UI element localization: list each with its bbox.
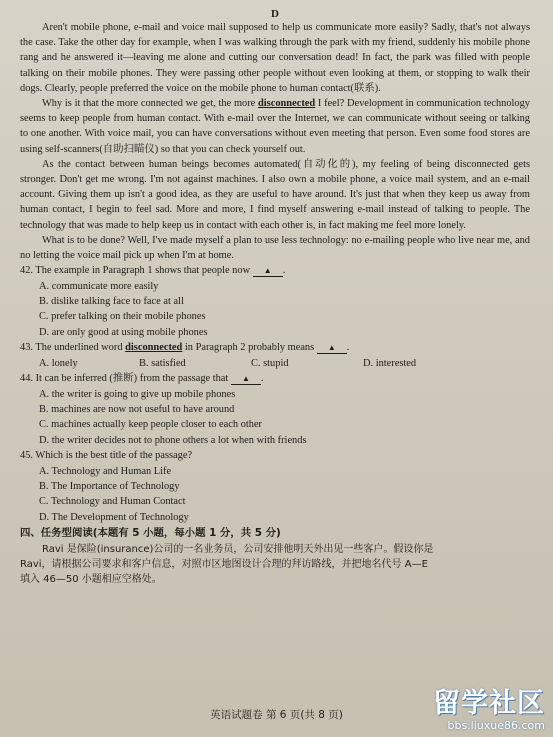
- page-content: [20, 8, 530, 587]
- option-c: C. prefer talking on their mobile phones: [39, 311, 206, 323]
- question-stem: 43. The underlined word disconnected in Paragraph 2 probably means ▲ .: [20, 342, 350, 354]
- page-footer: 英语试题卷 第 6 页(共 8 页): [210, 709, 343, 721]
- options-row: [20, 356, 530, 371]
- paragraph-4: What is to be done? Well, I've made myself a plan to use less technology: no e-mailing people who live near me, and no letting the voice mail pick up when I'm at home.: [20, 234, 530, 262]
- option-a: A. communicate more easily: [39, 280, 159, 292]
- question-stem: 42. The example in Paragraph 1 shows that people now ▲ .: [20, 265, 286, 277]
- underlined-word: disconnected: [125, 342, 183, 354]
- underlined-word: disconnected: [258, 98, 316, 110]
- part-four-intro-line: Ravi，请根据公司要求和客户信息，对照市区地图设计合理的拜访路线，并把地名代号 A—E: [20, 558, 428, 570]
- passage: [20, 20, 530, 263]
- watermark: [433, 689, 545, 732]
- paragraph-1: Aren't mobile phone, e-mail and voice mail supposed to help us communicate more easily? Sadly, that's not always the case. Take the other day for example, when I was walking through the park with my friend, suddenly his mobile phone rang and he answered it—leaving me alone and cutting our conversation dead! In fact, the park was filled with people talking on their mobile phones. They were passing other people without even looking at them, or stopping to walk their dogs. Clearly, people preferred the voice on the mobile phone to human contact(联系).: [20, 22, 530, 94]
- option-b: B. The Importance of Technology: [39, 480, 180, 492]
- question-43: [20, 340, 530, 371]
- paragraph-2: Why is it that the more connected we get, the more disconnected I feel? Development in communication technology seems to keep people from human contact. With e-mail over the Internet, we can communicate without seeing or talking to one another. With voice mail, you can have conversations without even meeting that person. Even some food stores are using self-scanners(自助扫瞄仪) so that you can check yourself out.: [20, 98, 530, 155]
- watermark-url: bbs.liuxue86.com: [447, 719, 545, 732]
- option-d: D. interested: [363, 357, 417, 369]
- question-45: [20, 448, 530, 525]
- option-b: B. machines are now not useful to have around: [39, 403, 235, 415]
- question-44: [20, 371, 530, 448]
- paragraph-3: As the contact between human beings becomes automated(自动化的), my feeling of being disconnected gets stronger. Don't get me wrong. I'm not against machines. I also own a mobile phone, a voice mail system, and an e-mail account. Giving them up isn't a good idea, as they are useful to have around. It's just that when they keep us away from human contact, I begin to feel sad. More and more, I find myself answering e-mail instead of talking to people. The technology that was made to help keep us in contact with each other is, in fact making me feel more lonely.: [20, 158, 530, 231]
- section-letter: D: [271, 8, 279, 20]
- option-c: C. stupid: [251, 357, 289, 369]
- option-d: D. the writer decides not to phone others a lot when with friends: [39, 434, 307, 446]
- part-four-title: 四、任务型阅读(本题有 5 小题，每小题 1 分，共 5 分): [20, 527, 281, 540]
- answer-blank: ▲: [317, 342, 347, 354]
- option-d: D. The Development of Technology: [39, 511, 189, 523]
- part-four-intro-line: Ravi 是保险(insurance)公司的一名业务员，公司安排他明天外出见一些客户。假设你是: [42, 543, 434, 555]
- question-42: [20, 263, 530, 340]
- option-c: C. Technology and Human Contact: [39, 496, 186, 508]
- option-b: B. satisfied: [139, 357, 186, 369]
- part-four-intro-line: 填入 46—50 小题相应空格处。: [20, 573, 162, 585]
- option-c: C. machines actually keep people closer to each other: [39, 419, 263, 431]
- part-four: [20, 526, 530, 587]
- option-a: A. Technology and Human Life: [39, 465, 172, 477]
- question-stem: 44. It can be inferred (推断) from the passage that ▲ .: [20, 373, 264, 385]
- answer-blank: ▲: [231, 373, 261, 385]
- watermark-logo: 留学社区: [433, 688, 545, 719]
- option-b: B. dislike talking face to face at all: [39, 296, 184, 308]
- option-a: A. lonely: [39, 357, 78, 369]
- option-a: A. the writer is going to give up mobile phones: [39, 388, 236, 400]
- question-stem: 45. Which is the best title of the passage?: [20, 450, 193, 462]
- answer-blank: ▲: [253, 265, 283, 277]
- option-d: D. are only good at using mobile phones: [39, 326, 208, 338]
